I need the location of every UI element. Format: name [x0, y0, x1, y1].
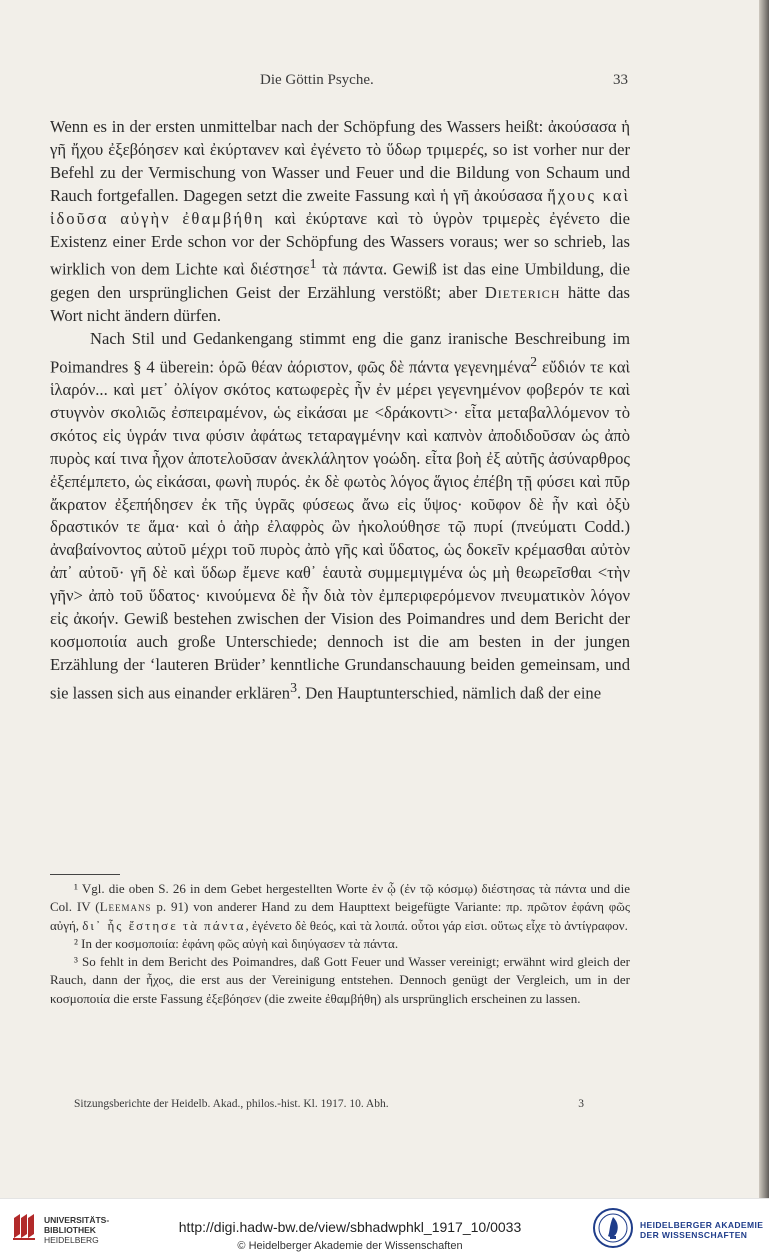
university-library-name[interactable] [44, 1215, 109, 1245]
book-spine-edge [759, 0, 769, 1198]
academy-seal-icon[interactable] [593, 1208, 633, 1248]
text-run: . Den Hauptunterschied, nämlich daß der eine [296, 683, 602, 703]
university-library-logo-icon[interactable] [10, 1212, 38, 1242]
permalink-url[interactable]: http://digi.hadw-bw.de/view/sbhadwphkl_1917_10/0033 [178, 1219, 522, 1235]
bottom-banner [0, 1198, 769, 1260]
signature-mark: 3 [578, 1098, 584, 1110]
text-run: auch große Unterschiede; dennoch ist die am besten in der jungen Erzählung der ‘lauteren Brüder’ kenntliche Grundanschauung beiden gemeinsam, und sie lassen sich aus einander erklären [50, 632, 630, 703]
academy-line-1: HEIDELBERGER AKADEMIE [640, 1220, 764, 1230]
page-number: 33 [613, 72, 628, 88]
author-name-leemans: Leemans [99, 899, 152, 915]
footnote-ref-3: 3 [290, 679, 297, 695]
text-run: ¹ Vgl. die oben S. 26 in dem Gebet hergestellten Worte ἐν ᾧ (ἐν τῷ κόσμῳ) διέστησας τὰ πάντα und die Col. IV ( [50, 881, 630, 915]
academy-line-2: DER WISSENSCHAFTEN [640, 1230, 748, 1240]
footnote-1 [50, 880, 630, 935]
page-footer [74, 1098, 584, 1110]
ub-line-2: BIBLIOTHEK [44, 1225, 96, 1235]
author-name-dieterich: Dieterich [484, 282, 561, 302]
text-run: καὶ ἐκύρτανε καὶ τὸ ὑγρὸν τριμερὲς ἐγένετο die Existenz einer Erde schon vor der Schöpfung des Wassers voraus; wer so schrieb, las wirklich von dem Lichte καὶ διέστησε [50, 208, 630, 279]
footnote-ref-1: 1 [309, 256, 317, 272]
footer-citation: Sitzungsberichte der Heidelb. Akad., philos.-hist. Kl. 1917. 10. Abh. [74, 1098, 389, 1110]
main-text [50, 116, 630, 705]
footnote-divider [50, 874, 120, 875]
footnote-2: ² In der κοσμοποιία: ἐφάνη φῶς αὐγὴ καὶ διηύγασεν τὰ πάντα. [74, 935, 399, 951]
footnote-3: ³ So fehlt in dem Bericht des Poimandres, daß Gott Feuer und Wasser vereinigt; erwähnt wird gleich der Rauch, dann der ἦχος, die erst aus der Vereinigung entstehen. Dennoch genügt der Vergleich, um in der κοσμοποιία die erste Fassung ἐξεβόησεν (die zweite ἐθαμβήθη) als ursprünglich erscheinen zu lassen. [50, 954, 630, 1006]
greek-term: κοσμοποιία [50, 632, 127, 651]
ub-line-1: UNIVERSITÄTS- [44, 1215, 110, 1225]
text-run: p. 91) von anderer Hand zu dem Haupttext beigefügte Variante: πρ. πρῶτον ἐφάνη φῶς αὐγή, [50, 899, 630, 933]
paragraph-2 [50, 328, 630, 706]
text-run: hätte das Wort nicht ändern dürfen. [50, 282, 630, 325]
text-run: εὔδιόν τε καὶ ἱλαρόν... καὶ μετ᾽ ὀλίγον σκότος κατωφερὲς ἦν ἐν μέρει γεγενημένον φοβερόν τε καὶ στυγνὸν σκολιῶς ἐσπειραμένον, ὡς εἰκάσαι με <δράκοντι>· εἶτα μεταβαλλόμενον τὸ σκότος εἰς ὑγράν τινα φύσιν ἀφάτως τεταραγμένην καὶ καπνὸν ἀποδιδοῦσαν ὡς ἀπὸ πυρὸς καί τινα ἦχον ἀποτελοῦσαν ἀνεκλάλητον γοώδη. εἶτα βοὴ ἐξ αὐτῆς ἀσύναρθρος ἐξεπέμπετο, ὡς εἰκάσαι, φωνὴ πυρός. ἐκ δὲ φωτὸς λόγος ἅγιος ἐπέβη τῇ φύσει καὶ πῦρ ἄκρατον ἐξεπήδησεν ἐκ τῆς ὑγρᾶς φύσεως ἄνω εἰς ὕψος· κοῦφον δὲ ἦν καὶ ὀξὺ δραστικόν τε ἅμα· καὶ ὁ ἀὴρ ἐλαφρὸς ὢν ἠκολούθησε τῷ πυρί (πνεύματι Codd.) ἀναβαίνοντος αὐτοῦ μέχρι τοῦ πυρὸς ἀπὸ γῆς καὶ ὕδατος, ὡς δοκεῖν κρέμασθαι αὐτὸν ἀπ᾽ αὐτοῦ· γῆ δὲ καὶ ὕδωρ ἔμενε καθ᾽ ἑαυτὰ συμμεμιγμένα ὡς μὴ θεωρεῖσθαι <τὴν γῆν> ἀπὸ τοῦ ὕδατος· κινούμενα δὲ ἦν διὰ τὸν ἐμπεριφερόμενον πνευματικὸν λόγον εἰς ἀκοήν. Gewiß bestehen zwischen der Vision des Poimandres und dem Bericht der [50, 357, 630, 629]
spaced-greek-run: ἤχους καὶ ἰδοῦσα αὐγὴν ἐθαμβήθη [50, 185, 630, 228]
text-run: , ἐγένετο δὲ θεός, καὶ τὰ λοιπά. οὗτοι γάρ εἰσι. οὕτως εἶχε τὸ ἀντίγραφον. [245, 917, 628, 933]
copyright-notice: © Heidelberger Akademie der Wissenschaften [237, 1240, 463, 1252]
ub-line-3: HEIDELBERG [44, 1235, 99, 1245]
text-run: Nach Stil und Gedankengang stimmt eng die ganz iranische Beschreibung im Poimandres § 4 überein: ὁρῶ θέαν ἀόριστον, φῶς δὲ πάντα γεγενημένα [50, 328, 630, 377]
text-run: Wenn es in der ersten unmittelbar nach der Schöpfung des Wassers heißt: ἀκούσασα ἡ γῆ ἤχου ἐξεβόησεν καὶ ἐκύρτανεν καὶ ἐγένετο τὸ ὕδωρ τριμερές, so ist vorher nur der Befehl zu der Vermischung von Wasser und Feuer und die Bildung von Schaum und Rauch fortgefallen. Dagegen setzt die zweite Fassung καὶ ἡ γῆ ἀκούσασα [50, 117, 630, 205]
footnote-ref-2: 2 [530, 353, 538, 369]
running-head-title: Die Göttin Psyche. [260, 72, 374, 88]
footnotes [50, 880, 630, 1008]
academy-name[interactable] [640, 1220, 763, 1240]
spaced-greek-run: δι᾽ ἧς ἔστησε τὰ πάντα [82, 917, 246, 933]
text-run: τὰ πάντα. Gewiß ist das eine Umbildung, die gegen den ursprünglichen Geist der Erzählung verstößt; aber [50, 259, 630, 302]
paragraph-1 [50, 116, 630, 328]
